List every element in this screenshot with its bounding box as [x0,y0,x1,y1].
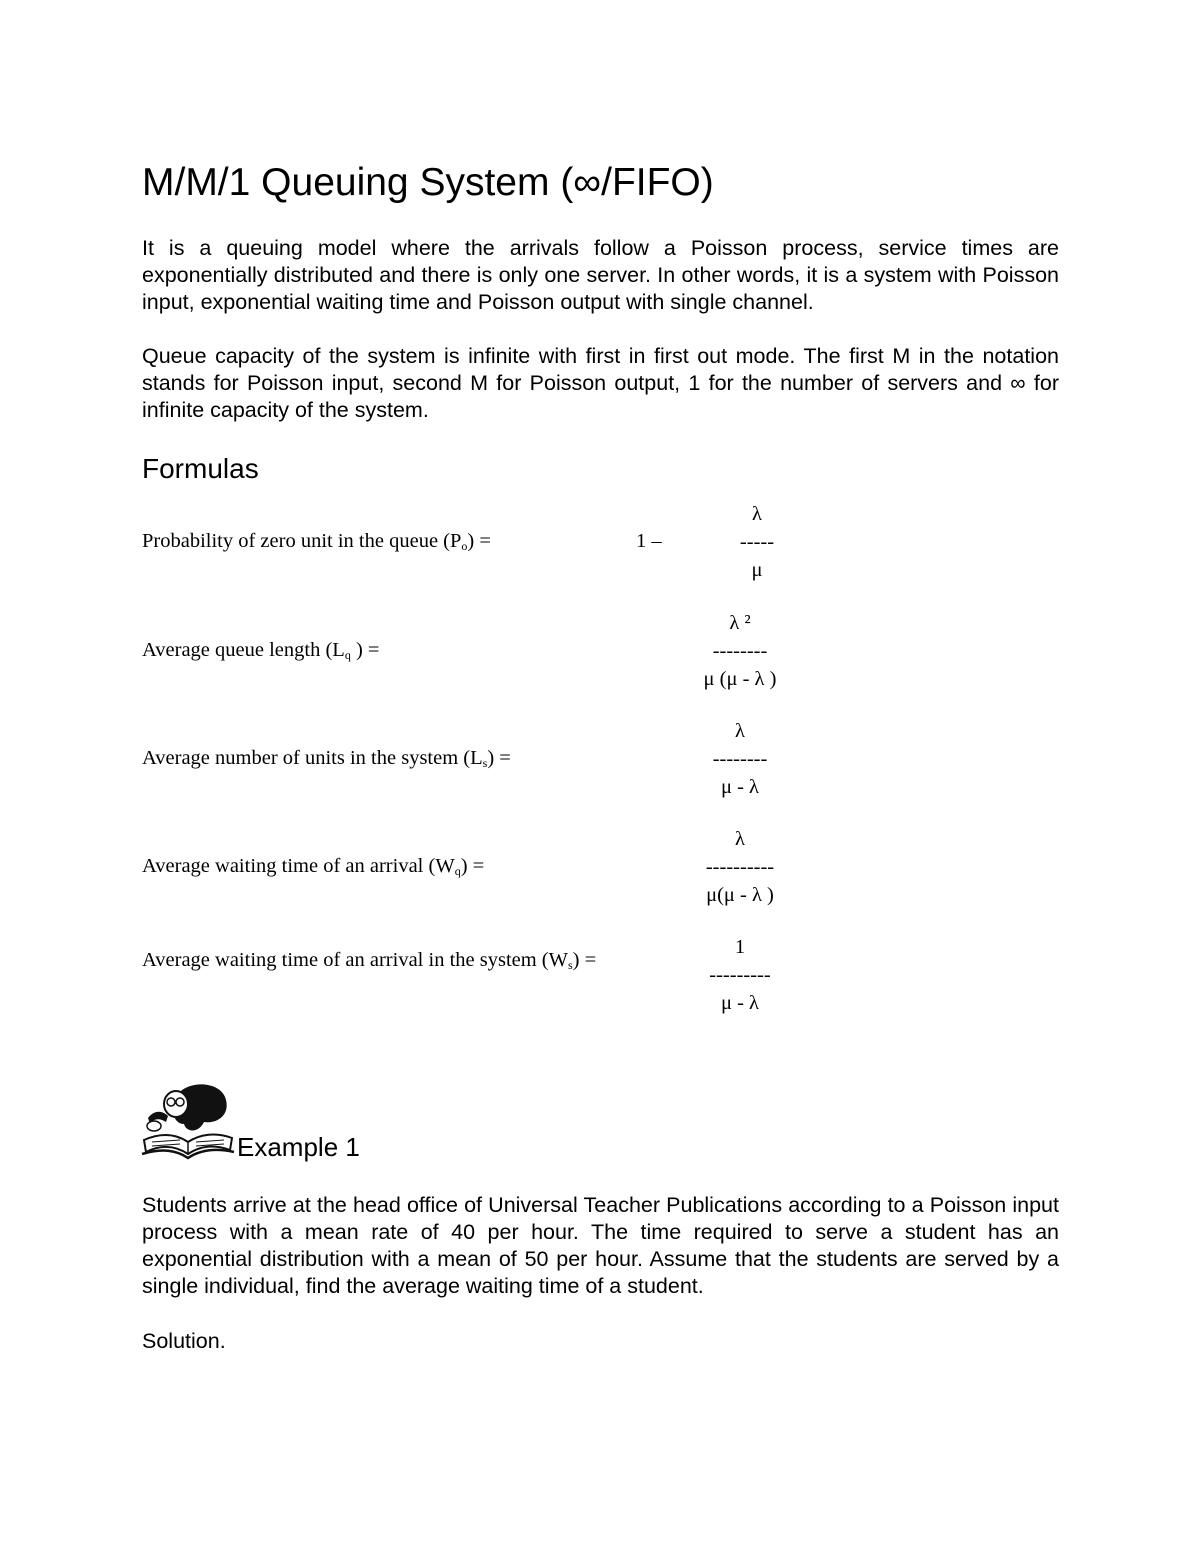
numerator: λ ² [729,612,751,634]
formula-fraction-ws [680,933,800,1017]
formula-label-ws: Average waiting time of an arrival in the system $(W_s)$ = [142,949,597,972]
example-paragraph: Students arrive at the head office of Universal Teacher Publications according to a Poisson input process with a mean rate of 40 per hour. The time required to serve a student has an exponential distribution with a mean of 50 per hour. Assume that the students are served by a single individual, find the average waiting time of a student. [142,1193,1059,1298]
divider: ---------- [705,856,775,878]
formula-one-minus: 1 – [636,530,662,552]
divider: ----- [739,531,775,553]
numerator: 1 [734,936,746,958]
numerator: λ [752,503,762,525]
capacity-paragraph: Queue capacity of the system is infinite with first in first out mode. The first M in the notation stands for Poisson input, second M for Poisson output, 1 for the number of servers and ∞ for infinite capacity of the system. [142,344,1059,422]
denominator: μ (μ - λ ) [703,668,777,690]
example-heading: Example 1 [237,1132,360,1162]
numerator: λ [735,720,745,742]
formula-fraction-p0 [707,500,807,584]
intro-paragraph: It is a queuing model where the arrivals follow a Poisson process, service times are exponentially distributed and there is only one server. In other words, it is a system with Poisson input, exponential waiting time and Poisson output with single channel. [142,236,1059,314]
formula-fraction-wq [680,825,800,909]
formulas-heading: Formulas [142,453,259,484]
formula-fraction-ls [680,717,800,801]
divider: --------- [709,964,771,986]
divider: -------- [712,748,768,770]
denominator: μ - λ [720,776,759,798]
numerator: λ [735,828,745,850]
page-title: M/M/1 Queuing System (∞/FIFO) [142,161,714,204]
solution-label: Solution. [142,1329,226,1353]
formula-label-lq: Average queue length ($L_q$ ) = [142,639,380,662]
denominator: μ - λ [720,992,759,1014]
reading-student-clipart-icon [140,1080,236,1160]
formula-label-p0: Probability of zero unit in the queue $(P_o)$ = [142,530,491,553]
denominator: μ(μ - λ ) [706,884,774,906]
divider: -------- [712,640,768,662]
formula-label-wq: Average waiting time of an arrival $(W_q)$ = [142,855,485,878]
denominator: μ [751,559,763,581]
formula-label-ls: Average number of units in the system $(L_s)$ = [142,747,511,770]
formula-fraction-lq [680,609,800,693]
